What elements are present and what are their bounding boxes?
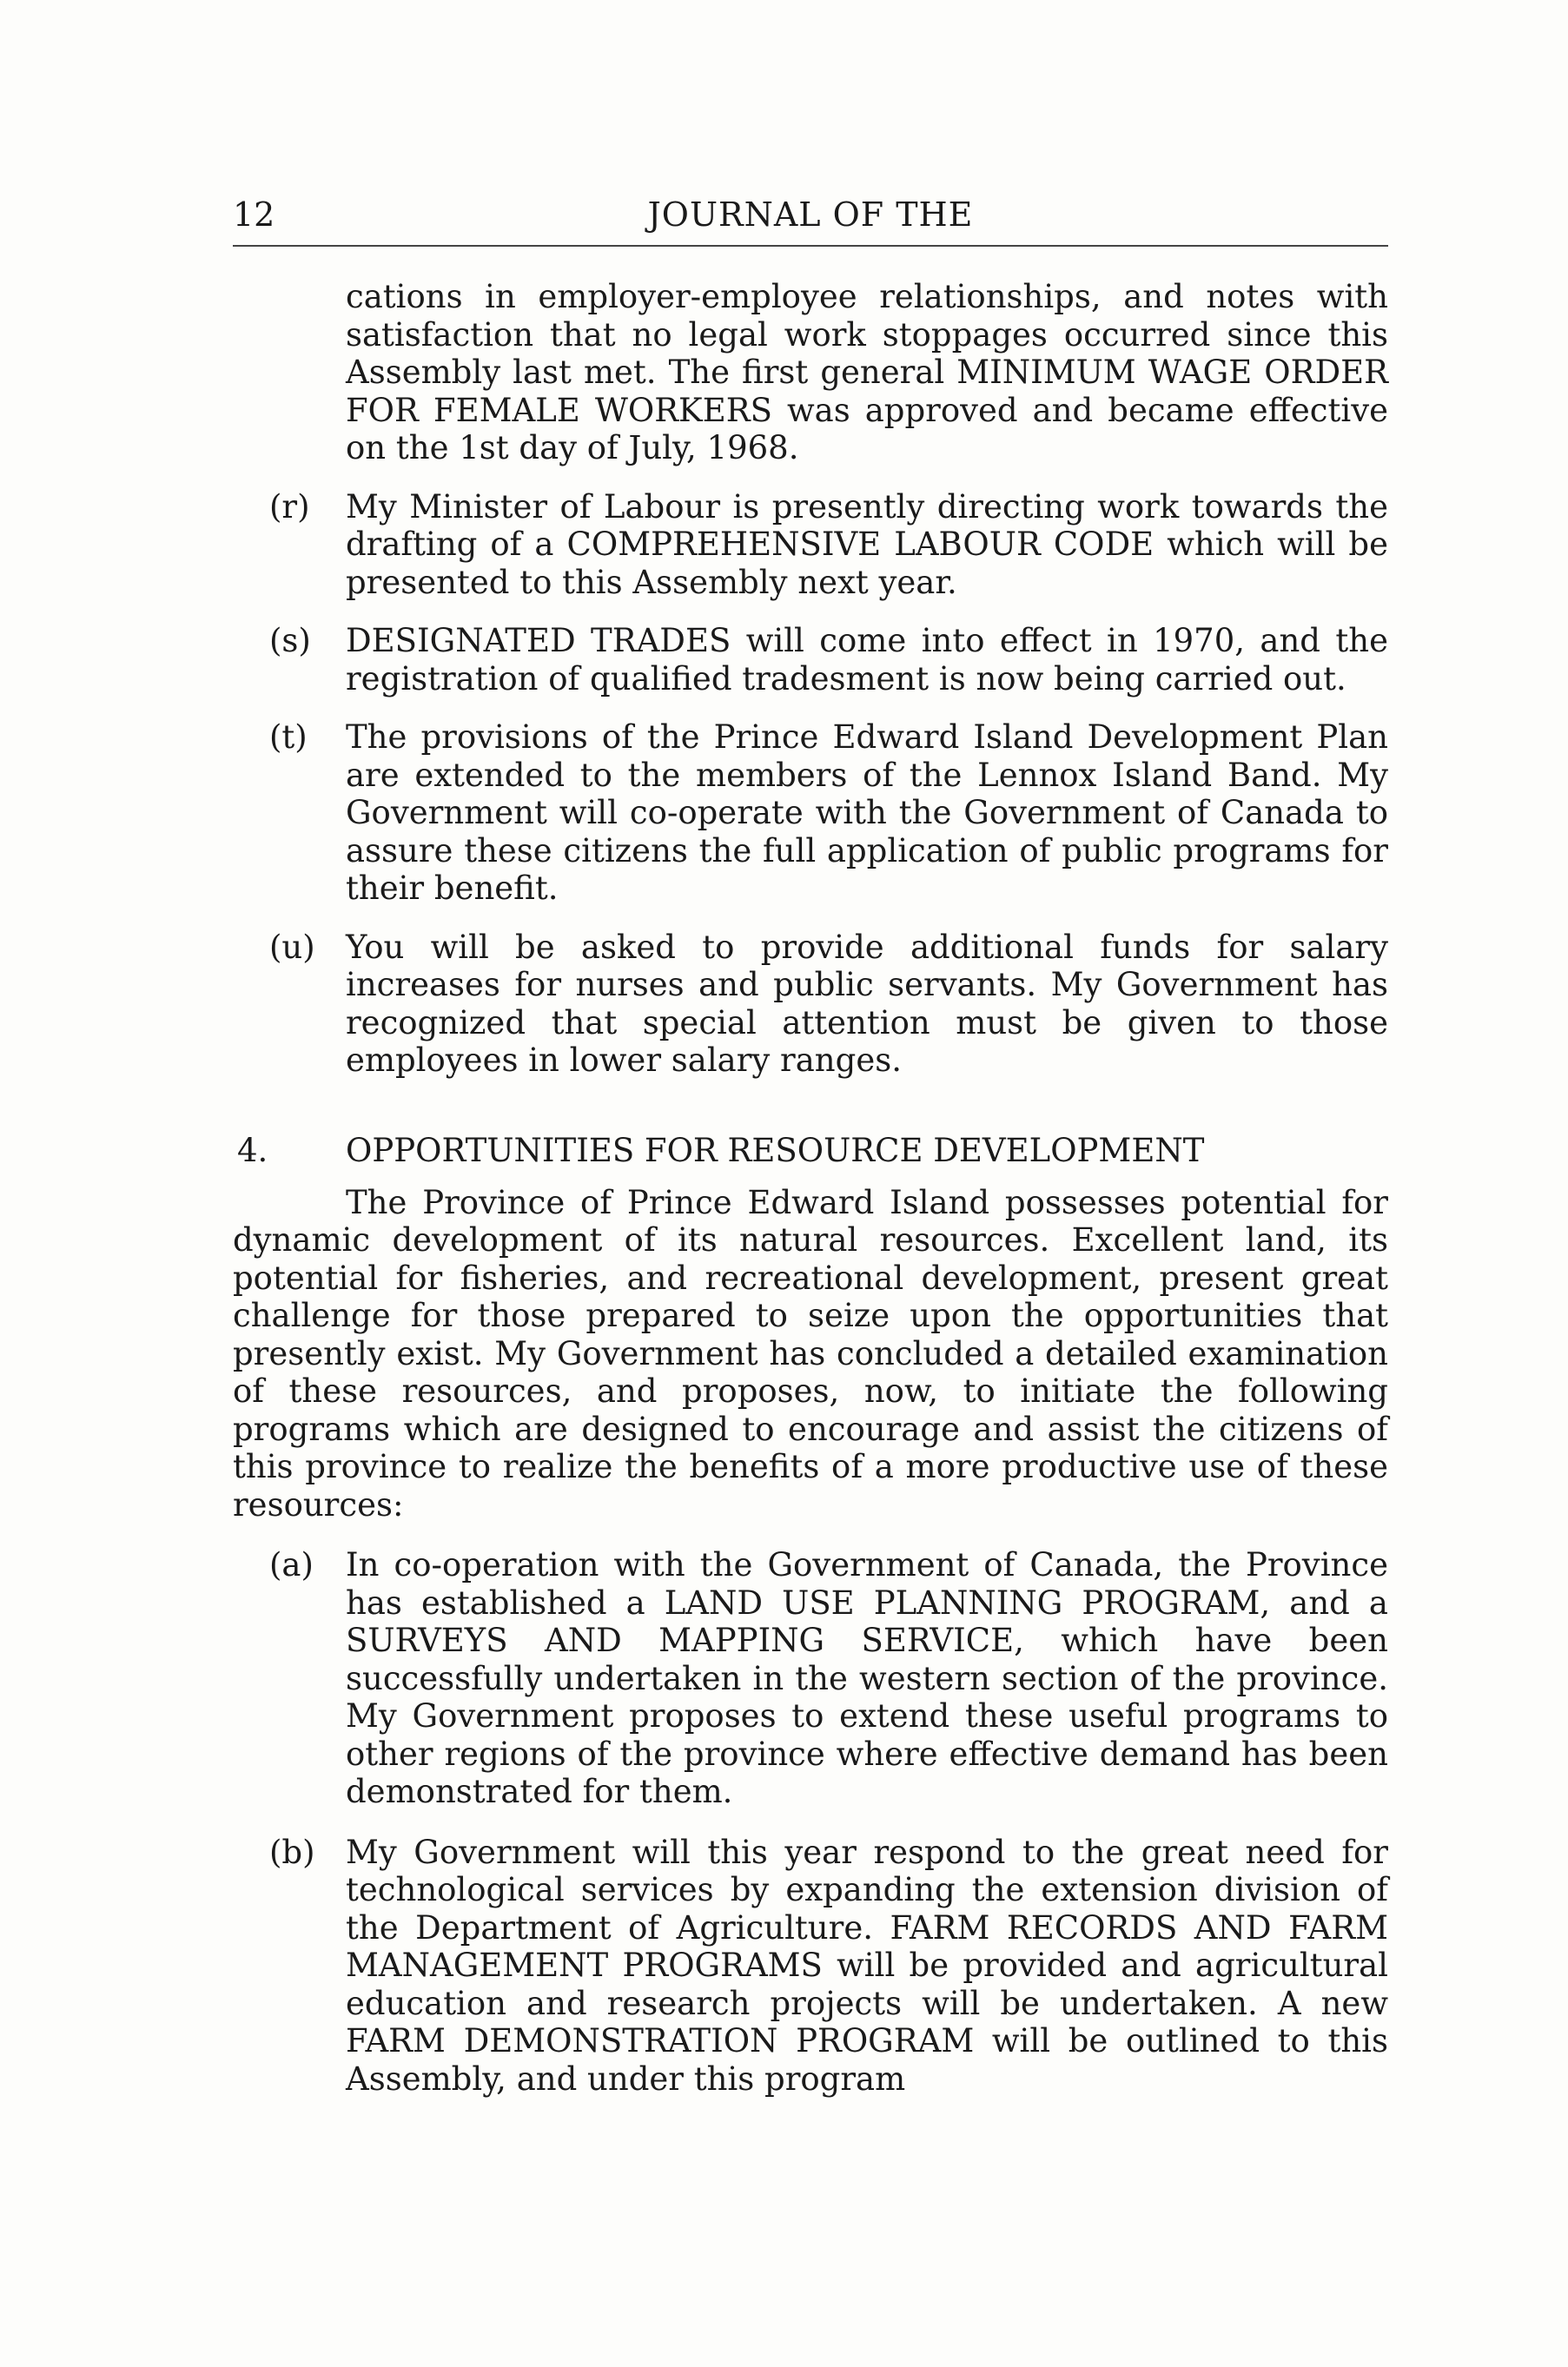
list-item-text: DESIGNATED TRADES will come into effect in 1970, and the registration of qualified tradesment is now being carried out. [346,622,1388,698]
list-marker: (r) [269,487,310,526]
list-item-u [233,929,1388,1080]
list-marker: (t) [269,718,308,756]
list-item-s [233,622,1388,698]
page-number: 12 [233,195,275,234]
list-marker: (a) [269,1546,314,1584]
list-marker: (b) [269,1833,315,1871]
list-item-a [233,1546,1388,1811]
list-item-b [233,1834,1388,2099]
page-header [233,193,1388,247]
body-text [233,278,1388,2098]
running-head: JOURNAL OF THE [647,195,974,234]
list-item-t [233,718,1388,908]
continuation-paragraph: cations in employer-employee relationships, and notes with satisfaction that no legal work stoppages occurred since this Assembly last met. The first general MINIMUM WAGE ORDER FOR FEMALE WORKERS was approved and became effective on the 1st day of July, 1968. [346,278,1388,466]
list-item-r [233,488,1388,602]
list-item-text: The provisions of the Prince Edward Island Development Plan are extended to the members of the Lennox Island Band. My Government will co-operate with the Government of Canada to assure these citizens the full application of public programs for their benefit. [346,718,1388,907]
section-heading [233,1130,1388,1172]
section-intro-paragraph: The Province of Prince Edward Island possesses potential for dynamic development of its natural resources. Excellent land, its potential for fisheries, and recreational development, present great challenge for those prepared to seize upon the opportunities that presently exist. My Government has concluded a detailed examination of these resources, and proposes, now, to initiate the following programs which are designed to encourage and assist the citizens of this province to realize the benefits of a more productive use of these resources: [233,1183,1388,1524]
list-item-text: My Minister of Labour is presently directing work towards the drafting of a COMPREHENSIVE LABOUR CODE which will be presented to this Assembly next year. [346,487,1388,601]
section-number: 4. [237,1131,268,1169]
list-item-text: In co-operation with the Government of Canada, the Province has established a LAND USE PLANNING PROGRAM, and a SURVEYS AND MAPPING SERVICE, which have been successfully undertaken in the western section of the province. My Government proposes to extend these useful programs to other regions of the province where effective demand has been demonstrated for them. [346,1546,1388,1810]
list-item-text: You will be asked to provide additional funds for salary increases for nurses and public servants. My Government has recognized that special attention must be given to those employees in lower salary ranges. [346,928,1388,1079]
list-marker: (u) [269,928,315,966]
list-item-text: My Government will this year respond to the great need for technological services by expanding the extension division of the Department of Agriculture. FARM RECORDS AND FARM MANAGEMENT PROGRAMS will be provided and agricultural education and research projects will be undertaken. A new FARM DEMONSTRATION PROGRAM will be outlined to this Assembly, and under this program [346,1833,1388,2098]
section-title: OPPORTUNITIES FOR RESOURCE DEVELOPMENT [346,1131,1205,1169]
list-marker: (s) [269,622,311,659]
